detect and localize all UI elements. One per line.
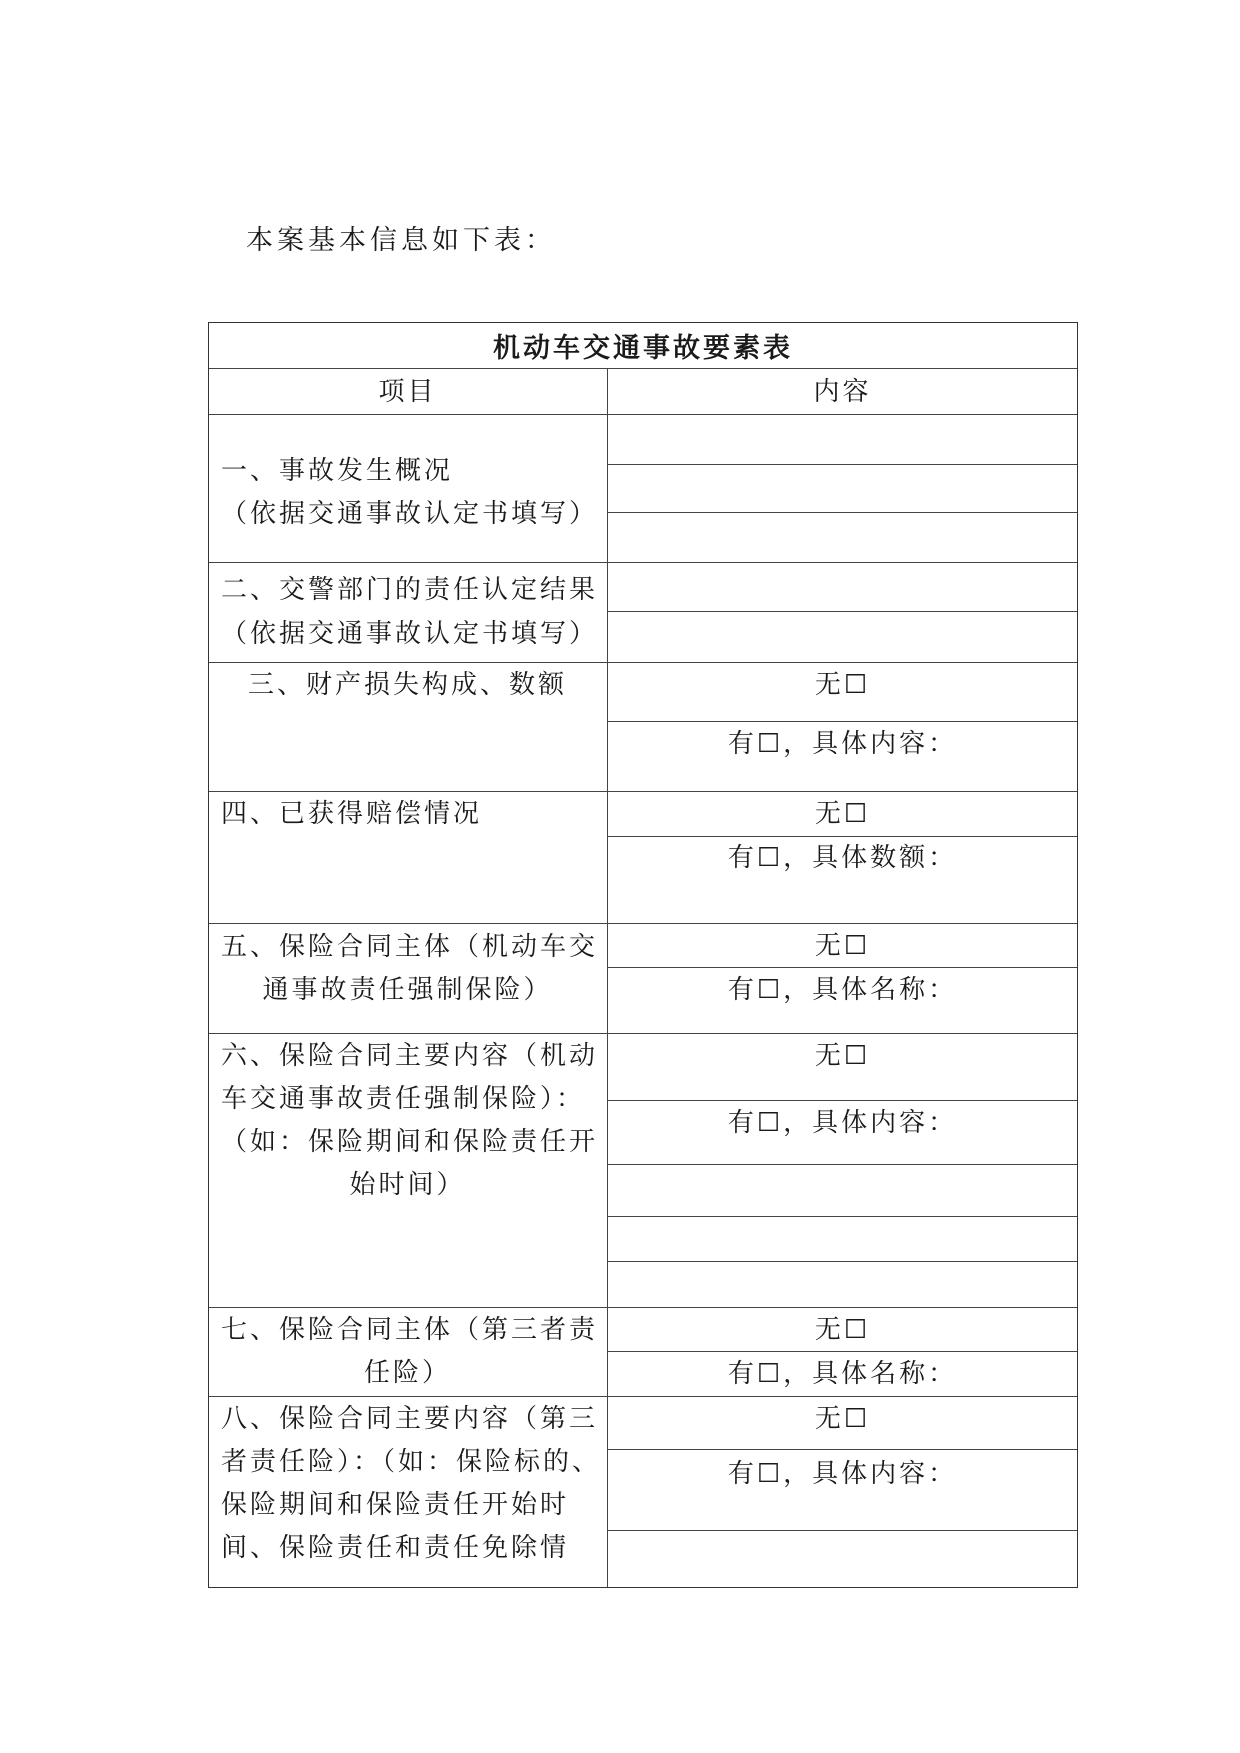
row7-item-line1: 七、保险合同主体（第三者责 (221, 1315, 599, 1345)
header-item: 项目 (378, 377, 437, 407)
row1-item-line1: 一、事故发生概况 (221, 456, 454, 486)
row5-none: 无☐ (814, 931, 871, 961)
intro-text: 本案基本信息如下表： (246, 225, 556, 256)
row3-has: 有☐，具体内容： (727, 729, 958, 759)
row7-item-line2: 任险） (363, 1358, 451, 1388)
row6-item-line4: 始时间） (349, 1170, 466, 1200)
row6-item-line2: 车交通事故责任强制保险）： (221, 1084, 586, 1114)
row2-item-line1: 二、交警部门的责任认定结果 (221, 575, 599, 605)
table-title: 机动车交通事故要素表 (493, 333, 793, 364)
header-content: 内容 (813, 377, 872, 407)
row4-none: 无☐ (814, 799, 871, 829)
row3-item: 三、财产损失构成、数额 (247, 670, 567, 700)
row2-item-line2: （依据交通事故认定书填写） (221, 619, 599, 649)
row8-none: 无☐ (814, 1404, 871, 1434)
row1-item-line2: （依据交通事故认定书填写） (221, 499, 599, 529)
accident-elements-table (208, 322, 1078, 1588)
row5-has: 有☐，具体名称： (727, 975, 958, 1005)
row7-has: 有☐，具体名称： (727, 1359, 958, 1389)
row8-item-line3: 保险期间和保险责任开始时 (221, 1490, 570, 1520)
row3-none: 无☐ (814, 670, 871, 700)
row6-item-line1: 六、保险合同主要内容（机动 (221, 1041, 599, 1071)
row5-item-line2: 通事故责任强制保险） (262, 975, 553, 1005)
row8-has: 有☐，具体内容： (727, 1459, 958, 1489)
row8-item-line1: 八、保险合同主要内容（第三 (221, 1404, 599, 1434)
row8-item-line2: 者责任险）：（如：保险标的、 (221, 1447, 602, 1477)
row8-item-line4: 间、保险责任和责任免除情 (221, 1533, 570, 1563)
row6-item-line3: （如：保险期间和保险责任开 (221, 1127, 599, 1157)
row4-item: 四、已获得赔偿情况 (221, 799, 483, 829)
row7-none: 无☐ (814, 1315, 871, 1345)
row6-none: 无☐ (814, 1041, 871, 1071)
row5-item-line1: 五、保险合同主体（机动车交 (221, 932, 599, 962)
row4-has: 有☐，具体数额： (727, 843, 958, 873)
row6-has: 有☐，具体内容： (727, 1108, 958, 1138)
